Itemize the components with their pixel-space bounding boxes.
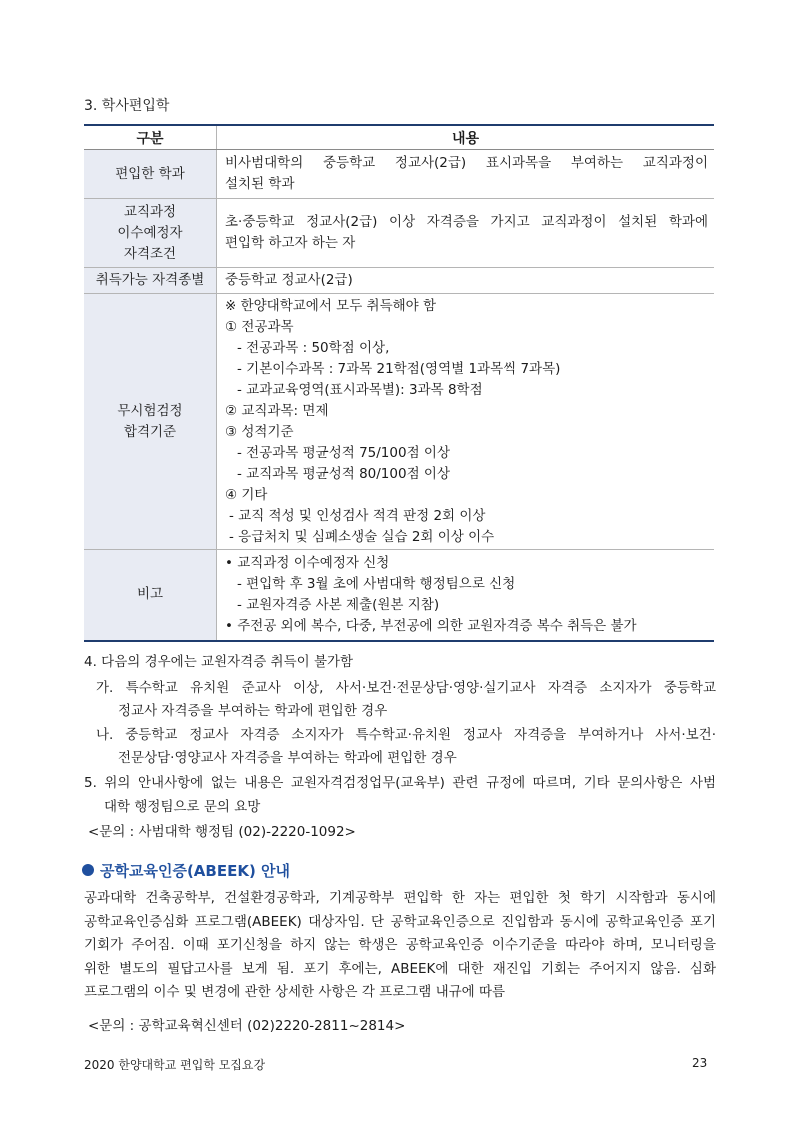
content-line: - 기본이수과목 : 7과목 21학점(영역별 1과목씩 7과목) [237,360,561,377]
abeek-line: 공과대학 건축공학부, 건설환경공학과, 기계공학부 편입학 한 자는 편입한 첫 학기 시작함과 동시에 [84,890,716,906]
row-content [217,550,715,641]
content-line: - 응급처치 및 심폐소생술 실습 2회 이상 이수 [229,528,495,545]
row-label [84,294,217,550]
section-4-item-b [96,723,716,743]
abeek-line: 위한 별도의 필답고사를 보게 됨. 포기 후에는, ABEEK에 대한 재진입 기회는 주어지지 않음. 심화 [84,960,716,977]
abeek-line: 공학교육인증심화 프로그램(ABEEK) 대상자임. 단 공학교육인증으로 진입함과 동시에 공학교육인증 포기 [84,913,716,930]
bullet-icon [82,864,94,876]
row-label [84,268,217,294]
section-5 [84,771,716,791]
section-4-item-a-cont: 정교사 자격증을 부여하는 학과에 편입한 경우 [118,703,388,719]
page-number: 23 [692,1056,708,1070]
content-line: • 주전공 외에 복수, 다중, 부전공에 의한 교원자격증 복수 취득은 불가 [225,617,637,634]
section-5-cont: 대학 행정팀으로 문의 요망 [104,799,261,815]
abeek-line: 프로그램의 이수 및 변경에 관한 상세한 사항은 각 프로그램 내규에 따름 [84,984,506,1000]
header-category: 구분 [84,125,217,150]
content-line: 중등학교 정교사(2급) [225,272,353,288]
content-line: 초·중등학교 정교사(2급) 이상 자격증을 가지고 교직과정이 설치된 학과에 [225,214,708,230]
header-content: 내용 [217,125,715,150]
content-line: - 교직 적성 및 인성검사 적격 판정 2회 이상 [229,507,486,524]
contact-abeek: <문의 : 공학교육혁신센터 (02)2220-2811~2814> [88,1018,406,1034]
content-line: ※ 한양대학교에서 모두 취득해야 함 [225,297,437,314]
section-3-title: 3. 학사편입학 [84,98,170,114]
content-line: - 전공과목 평균성적 75/100점 이상 [237,444,450,461]
content-line: - 교직과목 평균성적 80/100점 이상 [237,465,450,482]
row-content [217,294,715,550]
footer-title: 2020 한양대학교 편입학 모집요강 [84,1058,266,1072]
row-label-line: 이수예정자 [117,224,183,241]
section-4-item-a [96,676,716,696]
row-label-line: 무시험검정 [117,402,183,419]
row-content [217,268,715,294]
abeek-paragraph [84,887,716,1005]
table-row [84,268,714,294]
content-line: ② 교직과목: 면제 [225,402,329,419]
content-line: 편입학 하고자 하는 자 [225,235,356,251]
row-label-line: 비고 [136,586,164,603]
contact-education: <문의 : 사범대학 행정팀 (02)-2220-1092> [88,824,356,840]
row-label-line: 교직과정 [123,203,177,220]
row-label-line: 취득가능 자격종별 [95,272,205,288]
abeek-title: 공학교육인증(ABEEK) 안내 [100,862,291,880]
row-label [84,199,217,268]
row-label [84,550,217,641]
section-4-item-b-line: 나. 중등학교 정교사 자격증 소지자가 특수학교·유치원 정교사 자격증을 부여하거나 사서·보건· [96,727,716,743]
content-line: - 교원자격증 사본 제출(원본 지참) [237,596,440,613]
table-row [84,150,714,199]
content-line: ③ 성적기준 [225,423,294,440]
row-label-line: 자격조건 [123,245,177,262]
row-label-line: 합격기준 [123,423,177,440]
table-row [84,550,714,641]
content-line: - 전공과목 : 50학점 이상, [237,339,390,356]
row-content [217,199,715,268]
content-line: ④ 기타 [225,486,268,503]
table-row [84,199,714,268]
content-line: • 교직과정 이수예정자 신청 [225,554,390,571]
section-4-title: 4. 다음의 경우에는 교원자격증 취득이 불가함 [84,654,354,670]
row-label-line: 편입한 학과 [115,165,185,182]
content-line: 설치된 학과 [225,176,295,192]
table-row [84,294,714,550]
content-line: - 편입학 후 3월 초에 사범대학 행정팀으로 신청 [237,575,516,592]
abeek-line: 기회가 주어짐. 이때 포기신청을 하지 않는 학생은 공학교육인증 이수기준을 따라야 하며, 모니터링을 [84,937,716,953]
section-4-item-b-cont: 전문상담·영양교사 자격증을 부여하는 학과에 편입한 경우 [118,750,457,766]
table-header-row [84,125,714,150]
row-content [217,150,715,199]
transfer-requirements-table [84,124,714,642]
content-line: ① 전공과목 [225,318,294,335]
section-4-item-a-line: 가. 특수학교 유치원 준교사 이상, 사서·보건·전문상담·영양·실기교사 자격증 소지자가 중등학교 [96,680,716,696]
section-5-line: 5. 위의 안내사항에 없는 내용은 교원자격검정업무(교육부) 관련 규정에 따르며, 기타 문의사항은 사범 [84,775,716,791]
content-line: - 교과교육영역(표시과목별): 3과목 8학점 [237,381,483,398]
content-line: 비사범대학의 중등학교 정교사(2급) 표시과목을 부여하는 교직과정이 [225,155,708,171]
row-label [84,150,217,199]
